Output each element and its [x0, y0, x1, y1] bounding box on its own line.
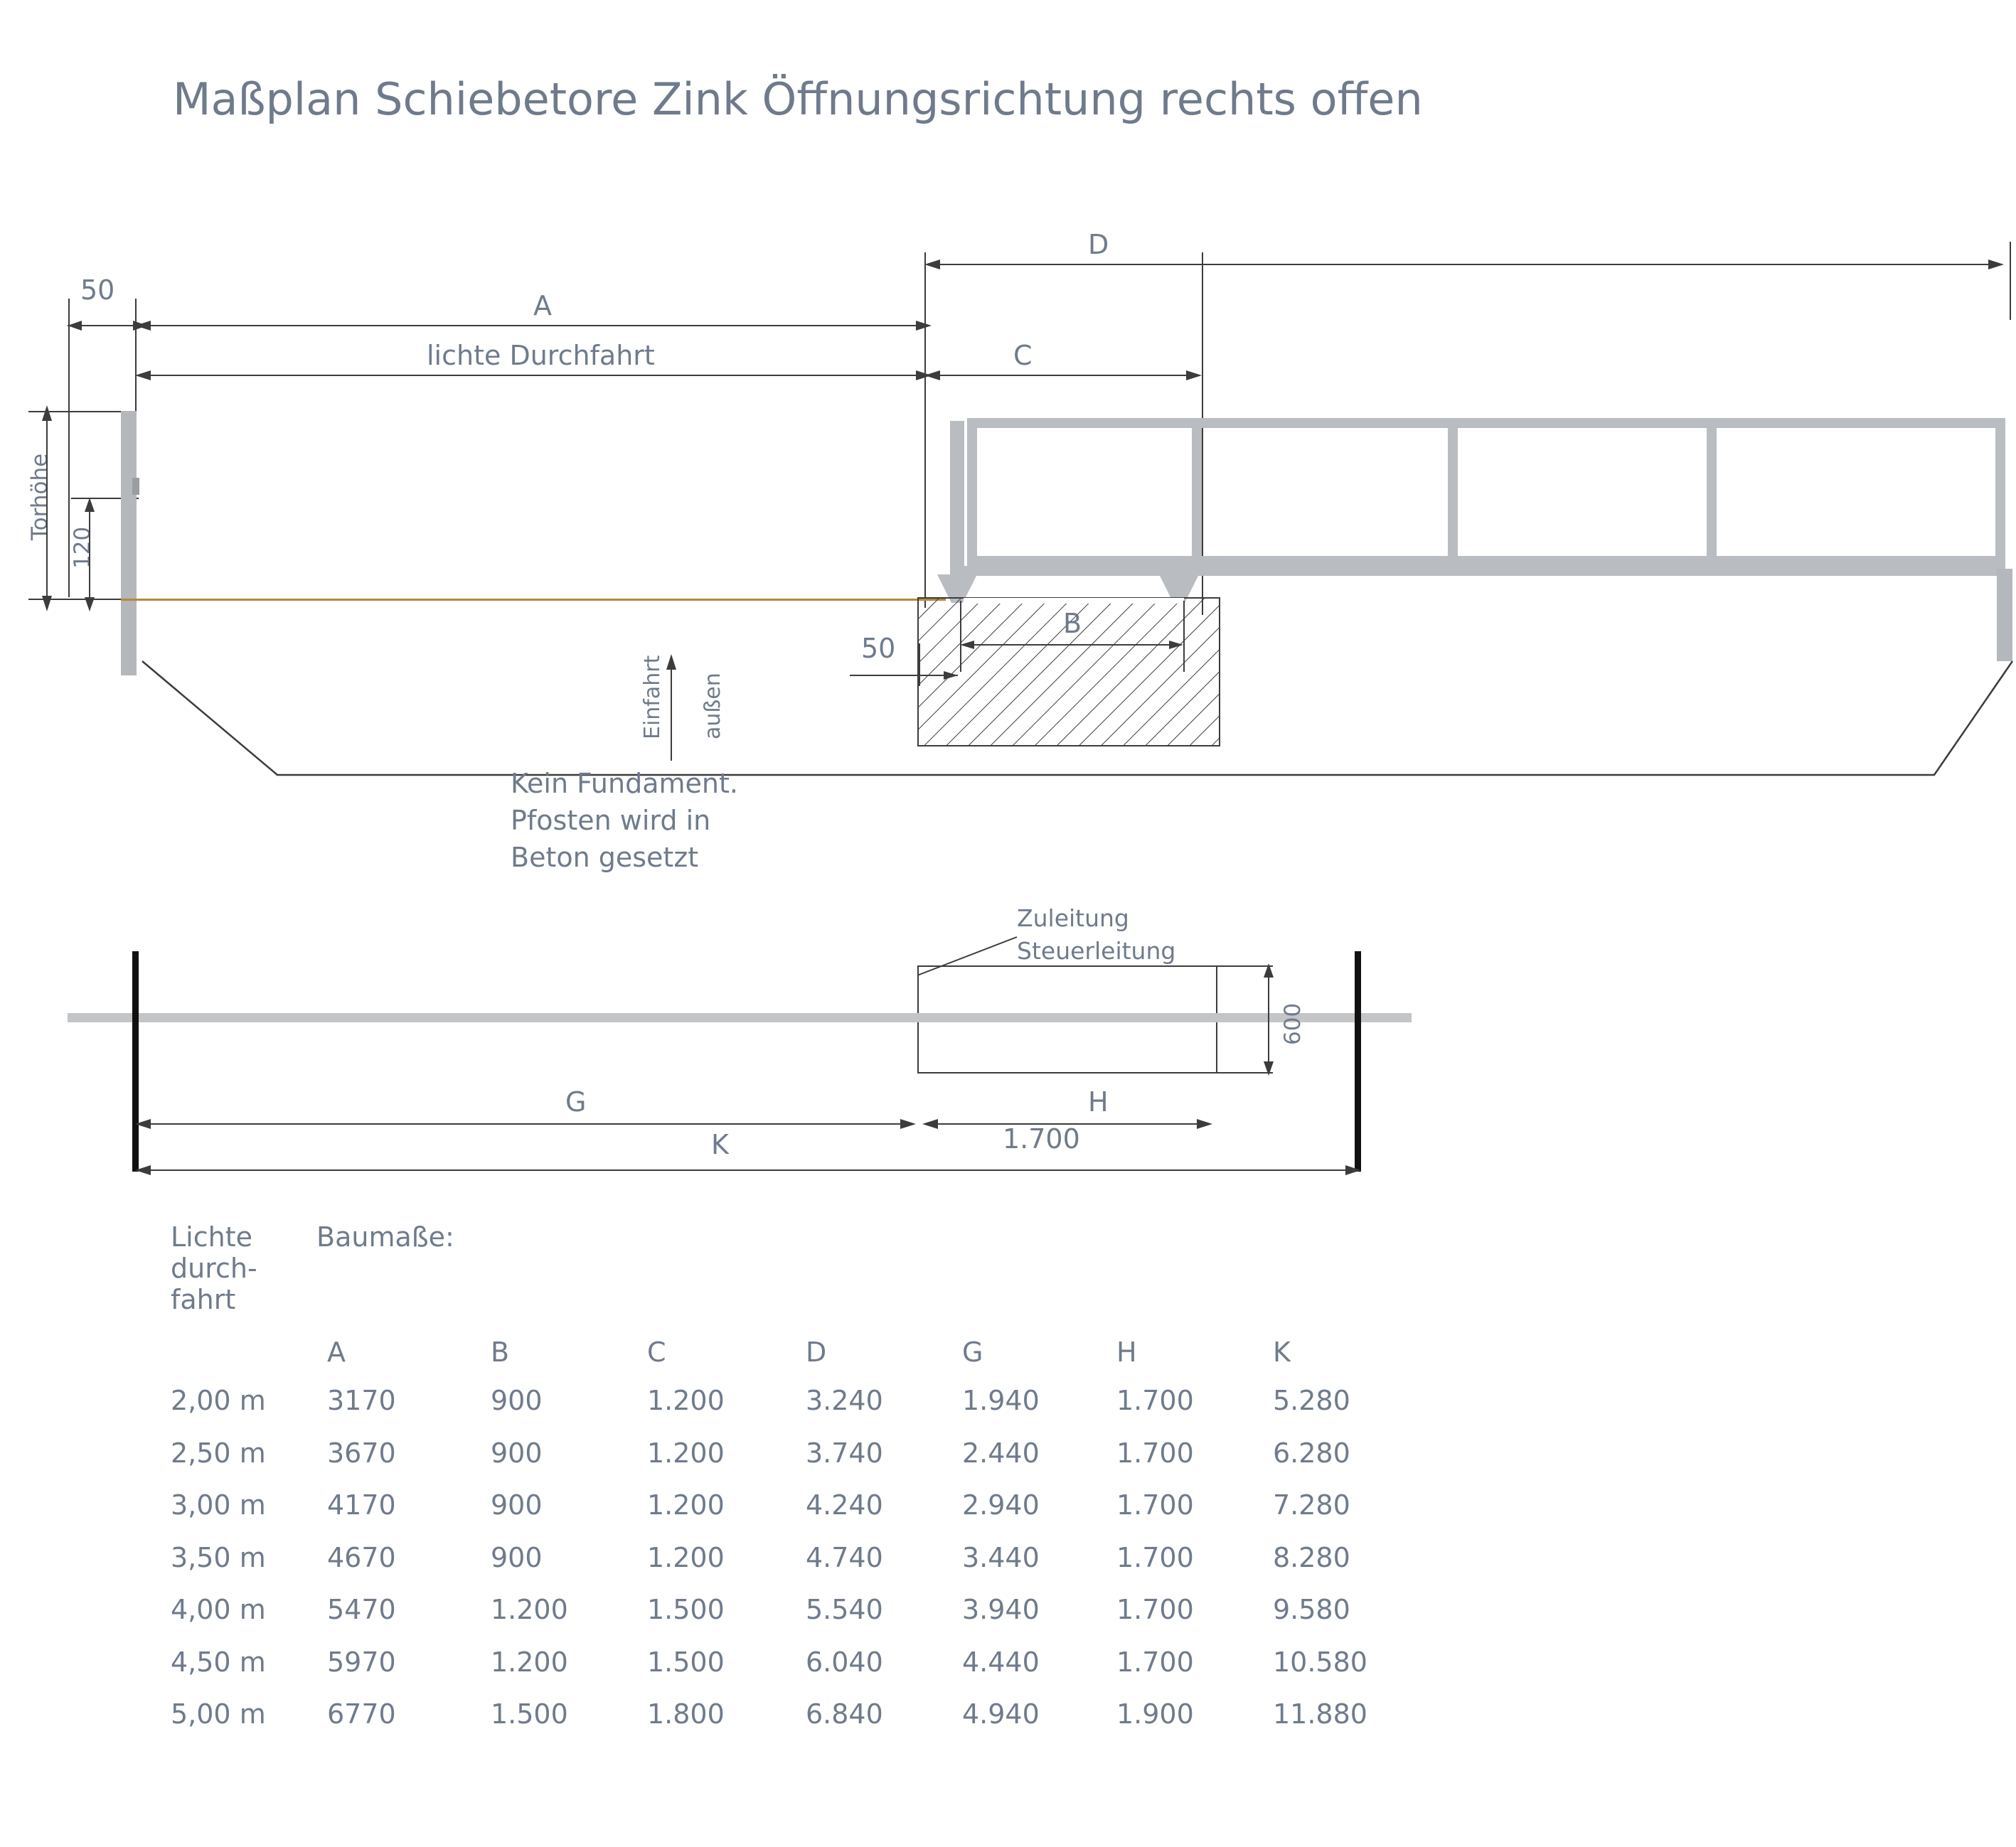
table-cell-clear-passage: 5,00 m — [171, 1698, 266, 1730]
ground-line — [121, 599, 946, 601]
plan-post-left — [132, 951, 139, 1172]
col-header-spacer — [171, 1315, 316, 1359]
table-cell-value: 1.700 — [1116, 1646, 1194, 1678]
table-cell-value: 6.280 — [1273, 1437, 1350, 1469]
table-cell-value: 10.580 — [1273, 1646, 1367, 1678]
dimension-label-K: K — [711, 1129, 729, 1160]
table-header-row — [171, 1221, 454, 1315]
gate-top-rail — [967, 418, 2005, 428]
label-einfahrt: Einfahrt — [640, 655, 665, 739]
table-cell-value: 1.200 — [491, 1646, 568, 1678]
table-cell-value: 900 — [491, 1437, 543, 1469]
table-cell-value: 1.200 — [647, 1489, 725, 1521]
table-cell-value: 6770 — [327, 1698, 396, 1730]
table-cell-value: 3170 — [327, 1385, 396, 1416]
table-cell-value: 1.940 — [962, 1385, 1040, 1416]
table-cell-value: 3.940 — [962, 1594, 1040, 1625]
table-cell-value: 900 — [491, 1385, 543, 1416]
dimension-table-wrapper — [171, 1221, 1593, 1359]
table-cell-value: 1.700 — [1116, 1385, 1194, 1416]
col-header-H: H — [1116, 1337, 1137, 1368]
gate-upright-4 — [1707, 418, 1717, 566]
dimension-arrow-lichte-durchfahrt — [135, 363, 939, 391]
table-cell-value: 2.440 — [962, 1437, 1040, 1469]
header-clear-line-1: Lichte — [171, 1221, 252, 1253]
dimension-label-50-foundation: 50 — [861, 633, 896, 664]
dimension-arrow-B — [960, 636, 1188, 658]
page-title: Maßplan Schiebetore Zink Öffnungsrichtung rechts offen — [173, 73, 1423, 125]
dimension-label-torhoehe: Torhöhe — [27, 453, 53, 540]
table-cell-value: 1.700 — [1116, 1489, 1194, 1521]
leader-line-cables — [917, 924, 1031, 981]
dimension-label-120: 120 — [70, 526, 95, 569]
gate-right-end-post — [1997, 569, 2012, 661]
table-cell-value: 2.940 — [962, 1489, 1040, 1521]
plan-gate-band — [68, 1013, 1412, 1022]
table-cell-value: 1.500 — [647, 1646, 725, 1678]
col-header-G: G — [962, 1337, 983, 1368]
gate-upright-2 — [1192, 418, 1202, 566]
table-cell-clear-passage: 4,50 m — [171, 1646, 266, 1678]
table-cell-clear-passage: 2,00 m — [171, 1385, 266, 1416]
table-cell-value: 5.540 — [806, 1594, 883, 1625]
table-cell-value: 1.200 — [647, 1541, 725, 1573]
plan-foundation-bottom — [917, 1072, 1216, 1074]
table-cell-value: 4.940 — [962, 1698, 1040, 1730]
table-cell-value: 1.700 — [1116, 1594, 1194, 1625]
table-cell-clear-passage: 3,00 m — [171, 1489, 266, 1521]
table-cell-value: 6.840 — [806, 1698, 883, 1730]
table-column-header-row — [171, 1315, 454, 1359]
gate-bottom-rail — [967, 556, 2005, 566]
left-post — [121, 411, 137, 675]
table-cell-value: 1.500 — [491, 1698, 568, 1730]
dimension-label-1700: 1.700 — [1003, 1123, 1080, 1155]
dimension-label-lichte-durchfahrt: lichte Durchfahrt — [427, 340, 655, 371]
dimension-arrow-600 — [1259, 963, 1280, 1077]
dimension-arrow-C — [924, 363, 1209, 391]
table-cell-value: 4.440 — [962, 1646, 1040, 1678]
table-cell-value: 4170 — [327, 1489, 396, 1521]
label-zuleitung: Zuleitung — [1017, 904, 1129, 932]
table-cell-value: 900 — [491, 1489, 543, 1521]
table-cell-value: 5470 — [327, 1594, 396, 1625]
dimension-label-D: D — [1088, 229, 1109, 260]
foundation-slot — [964, 598, 1184, 604]
note-line-2: Pfosten wird in — [511, 805, 711, 836]
gate-upright-3 — [1448, 418, 1458, 566]
table-cell-value: 3.440 — [962, 1541, 1040, 1573]
table-cell-value: 1.900 — [1116, 1698, 1194, 1730]
col-header-A: A — [327, 1337, 346, 1368]
note-line-1: Kein Fundament. — [511, 768, 738, 799]
extension-line-600-top — [1209, 965, 1273, 967]
table-cell-clear-passage: 3,50 m — [171, 1541, 266, 1573]
gate-upright-5 — [1995, 418, 2005, 566]
table-cell-value: 4670 — [327, 1541, 396, 1573]
col-header-D: D — [806, 1337, 827, 1368]
dimension-label-A: A — [533, 290, 552, 321]
dimension-arrow-torhoehe — [34, 405, 63, 611]
dimension-label-G: G — [565, 1086, 587, 1118]
table-cell-value: 3.740 — [806, 1437, 883, 1469]
table-cell-value: 4.740 — [806, 1541, 883, 1573]
table-cell-value: 5.280 — [1273, 1385, 1350, 1416]
dimension-label-H: H — [1088, 1086, 1109, 1118]
dimension-arrow-120 — [77, 498, 105, 611]
table-cell-value: 6.040 — [806, 1646, 883, 1678]
gate-carriage-rail — [950, 566, 2005, 576]
table-cell-value: 1.200 — [491, 1594, 568, 1625]
table-cell-value: 4.240 — [806, 1489, 883, 1521]
ground-profile — [121, 661, 2012, 846]
dimension-label-50-left: 50 — [80, 274, 115, 306]
header-clear-line-3: fahrt — [171, 1284, 236, 1315]
table-cell-value: 1.500 — [647, 1594, 725, 1625]
note-line-3: Beton gesetzt — [511, 842, 699, 873]
header-clear-line-2: durch- — [171, 1253, 257, 1284]
table-cell-value: 900 — [491, 1541, 543, 1573]
plan-foundation-top — [917, 965, 1216, 967]
dimension-label-C: C — [1013, 340, 1033, 371]
dimension-table — [171, 1221, 454, 1359]
table-cell-clear-passage: 4,00 m — [171, 1594, 266, 1625]
dimension-arrow-D — [924, 249, 2012, 277]
plan-post-right — [1355, 951, 1361, 1172]
dimension-label-B: B — [1063, 608, 1082, 639]
table-cell-value: 1.800 — [647, 1698, 725, 1730]
table-cell-value: 5970 — [327, 1646, 396, 1678]
table-cell-value: 1.700 — [1116, 1541, 1194, 1573]
gate-upright-1 — [967, 418, 977, 566]
table-cell-value: 11.880 — [1273, 1698, 1367, 1730]
extension-line-D-left — [924, 252, 926, 608]
col-header-K: K — [1273, 1337, 1291, 1368]
header-baumasse: Baumaße: — [316, 1221, 454, 1253]
table-cell-clear-passage: 2,50 m — [171, 1437, 266, 1469]
label-steuerleitung: Steuerleitung — [1017, 937, 1176, 965]
extension-line-torhoehe-top — [28, 411, 135, 412]
col-header-C: C — [647, 1337, 666, 1368]
table-cell-value: 1.700 — [1116, 1437, 1194, 1469]
table-cell-value: 1.200 — [647, 1385, 725, 1416]
col-header-B: B — [491, 1337, 510, 1368]
header-clear-passage — [171, 1221, 316, 1315]
dimension-arrow-A — [135, 313, 939, 341]
table-cell-value: 1.200 — [647, 1437, 725, 1469]
dimension-label-600: 600 — [1280, 1002, 1306, 1045]
extension-line-600-bottom — [1209, 1072, 1273, 1074]
dimension-arrow-G — [135, 1113, 921, 1138]
table-cell-value: 3670 — [327, 1437, 396, 1469]
dimension-arrow-K — [135, 1159, 1365, 1184]
table-cell-value: 7.280 — [1273, 1489, 1350, 1521]
extension-line-D-right — [2010, 242, 2011, 320]
left-post-latch — [132, 478, 139, 495]
table-cell-value: 8.280 — [1273, 1541, 1350, 1573]
table-cell-value: 3.240 — [806, 1385, 883, 1416]
table-cell-value: 9.580 — [1273, 1594, 1350, 1625]
label-aussen: außen — [700, 673, 725, 739]
